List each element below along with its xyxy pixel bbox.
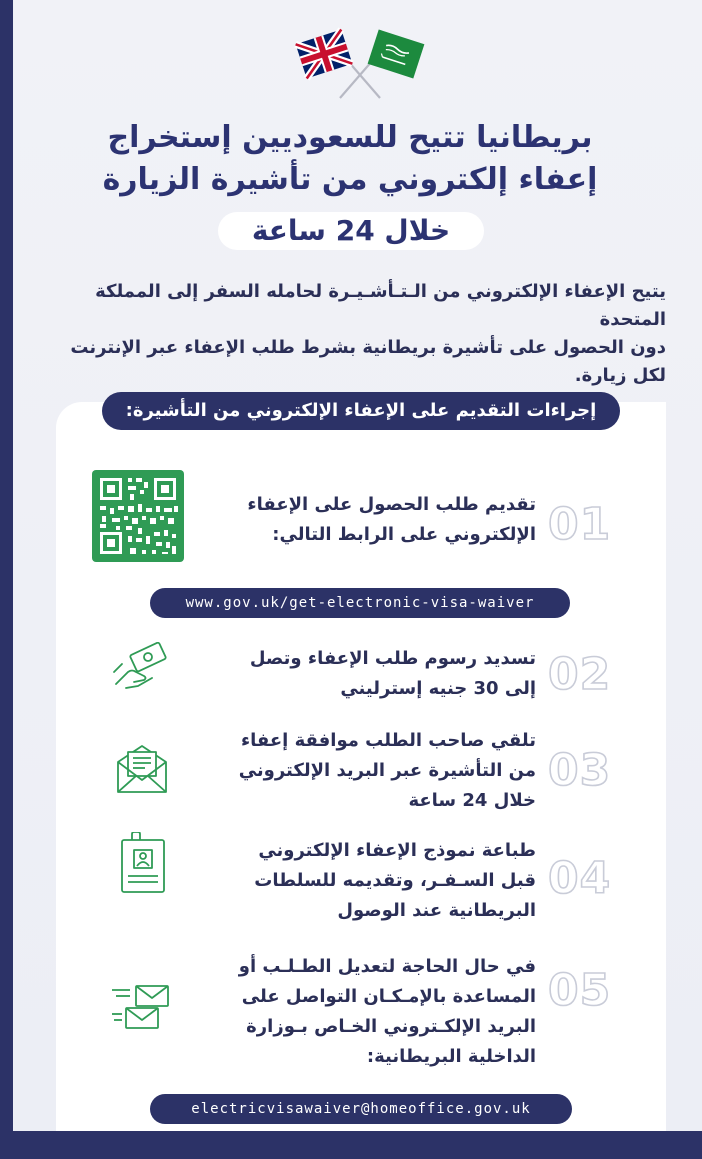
saudi-flag-icon bbox=[368, 29, 425, 78]
email-link[interactable]: electricvisawaiver@homeoffice.gov.uk bbox=[150, 1094, 572, 1124]
step-3-number: 03 bbox=[548, 745, 612, 796]
money-hand-icon bbox=[112, 642, 172, 692]
intro-line-1: يتيح الإعفاء الإلكتروني من الـتـأشـيـرة لحامله السفر إلى المملكة المتحدة bbox=[95, 281, 666, 330]
step-2-text: تسديد رسوم طلب الإعفاء وتصل إلى 30 جنيه إسترليني bbox=[249, 648, 536, 699]
uk-flag-icon bbox=[296, 29, 353, 78]
send-mail-icon bbox=[108, 978, 172, 1034]
step-3-text: تلقي صاحب الطلب موافقة إعفاء من التأشيرة عبر البريد الإلكتروني خلال 24 ساعة bbox=[238, 730, 536, 811]
step-1-text: تقديم طلب الحصول على الإعفاء الإلكتروني على الرابط التالي: bbox=[247, 494, 536, 545]
step-1-number: 01 bbox=[548, 499, 612, 550]
section-title-pill: إجراءات التقديم على الإعفاء الإلكتروني من التأشيرة: bbox=[102, 392, 620, 430]
intro-line-2: دون الحصول على تأشيرة بريطانية بشرط طلب الإعفاء عبر الإنترنت لكل زيارة. bbox=[70, 337, 666, 386]
left-edge-band bbox=[0, 0, 13, 1159]
headline-hours-pill: خلال 24 ساعة bbox=[218, 212, 484, 250]
step-4-text: طباعة نموذج الإعفاء الإلكتروني قبل السـفـر، وتقديمه للسلطات البريطانية عند الوصول bbox=[254, 840, 536, 921]
step-2-number: 02 bbox=[548, 649, 612, 700]
headline-line-2: إعفاء إلكتروني من تأشيرة الزيارة bbox=[102, 162, 598, 197]
intro-paragraph bbox=[40, 278, 666, 390]
step-4-number: 04 bbox=[548, 853, 612, 904]
crossed-flags-icon bbox=[292, 24, 428, 100]
mail-document-icon bbox=[114, 740, 170, 796]
website-link[interactable]: www.gov.uk/get-electronic-visa-waiver bbox=[150, 588, 570, 618]
qr-code-icon[interactable] bbox=[92, 470, 184, 562]
headline-line-1: بريطانيا تتيح للسعوديين إستخراج bbox=[107, 120, 593, 155]
step-5-number: 05 bbox=[548, 965, 612, 1016]
step-5-text: في حال الحاجة لتعديل الطـلـب أو المساعدة بالإمـكـان التواصل على البريد الإلكـتروني الخـاص بـوزارة الداخلية البريطانية: bbox=[238, 956, 536, 1067]
bottom-edge-band bbox=[0, 1131, 702, 1159]
id-form-icon bbox=[118, 832, 168, 894]
